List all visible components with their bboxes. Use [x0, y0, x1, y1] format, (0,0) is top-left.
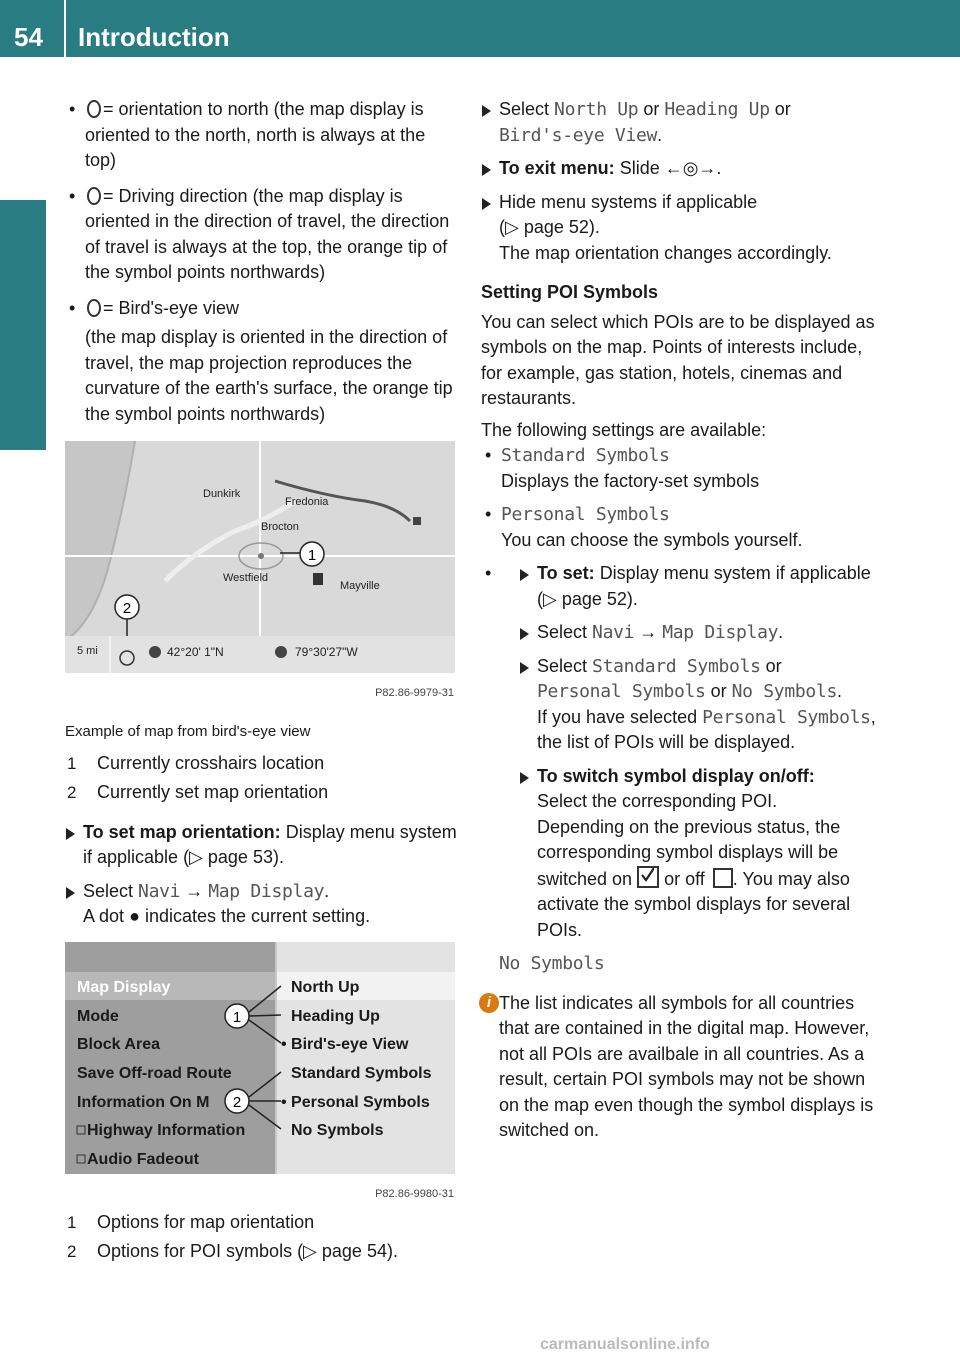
map-latitude: 42°20' 1"N [167, 645, 224, 659]
bullet-heading: • = Driving direction (the map display is oriented in the direction of travel, the direction of travel is always at the top, the orange tip of the symbol points northwards) [65, 184, 460, 286]
place-fredonia: Fredonia [285, 496, 329, 508]
footer-watermark: carmanualsonline.info [540, 1336, 710, 1353]
step-select-map-display: Select Navi → Map Display. A dot ● indicates the current setting. [65, 879, 460, 930]
menu-callout-1: 1 [232, 1008, 242, 1026]
side-label: Navigation [6, 301, 36, 440]
info-text: The list indicates all symbols for all countries that are contained in the digital map. However, not all POIs are availbale in all countries. As a result, certain POI symbols may not be shown on the map even though the symbol displays is switched on. [499, 992, 874, 1140]
checked-box-icon [637, 866, 659, 888]
map-caption: Example of map from bird's-eye view [65, 723, 311, 740]
legend1-item-1: 1 Currently crosshairs location [67, 752, 325, 773]
menu-left-item-6: Audio Fadeout [87, 1150, 199, 1168]
globe-icon [149, 646, 161, 658]
info-icon: i [479, 993, 499, 1013]
menu-figure-code: P82.86-9980-31 [375, 1187, 454, 1200]
menu-left-item-2: Block Area [77, 1035, 160, 1053]
map-image [65, 441, 455, 699]
heading-up-icon [87, 187, 101, 205]
menu-callout-2: 2 [232, 1093, 242, 1111]
page-number: 54 [14, 22, 43, 52]
menu-left-item-0: Map Display [77, 978, 171, 996]
birdseye-icon [87, 299, 101, 317]
section-title: Introduction [78, 22, 230, 52]
unchecked-box-icon [713, 868, 733, 888]
step-select-navi: Select Navi → Map Display. [519, 620, 876, 646]
fuel-icon [313, 573, 323, 585]
menu-right-item-3: Standard Symbols [291, 1064, 432, 1082]
north-up-icon [87, 100, 101, 118]
poi-intro: You can select which POIs are to be displayed as symbols on the map. Points of interests include, for example, gas station, hotels, cinemas and restaurants. [481, 311, 875, 408]
place-dunkirk: Dunkirk [203, 488, 241, 500]
header-divider [64, 0, 66, 57]
place-mayville: Mayville [340, 580, 380, 592]
left-column [65, 97, 460, 1269]
destination-flag-icon [413, 517, 421, 525]
menu-right-item-0: North Up [291, 978, 360, 996]
place-westfield: Westfield [223, 572, 269, 584]
menu-left-item-4: Information On M [77, 1093, 210, 1111]
map-callout-2: 2 [122, 600, 132, 617]
step-hide-menu: Hide menu systems if applicable (▷ page 52). The map orientation changes accordingly. [481, 190, 876, 267]
no-symbols-label: No Symbols [499, 953, 605, 974]
menu-right-item-5: No Symbols [291, 1121, 384, 1139]
option-standard: • Standard Symbols Displays the factory-set symbols [481, 443, 876, 494]
bullet-north: • = orientation to north (the map display is oriented to the north, north is always at the top) [65, 97, 460, 174]
section-heading-poi: Setting POI Symbols [481, 282, 659, 302]
menu-left-item-5: Highway Information [87, 1121, 246, 1139]
map-longitude: 79°30'27"W [295, 645, 358, 659]
map-figure-code: P82.86-9979-31 [375, 687, 454, 699]
map-figure [65, 441, 460, 701]
info-note [481, 991, 876, 1144]
step-select-orientation: Select North Up or Heading Up or Bird's-eye View. [481, 97, 876, 148]
option-set [481, 561, 876, 612]
step-switch-display: To switch symbol display on/off: Select the corresponding POI. Depending on the previous status, the corresponding symbol displays will be switched on or off . You may also activate the symbol displays for several POIs. [519, 764, 876, 944]
legend2-item-2: 2 Options for POI symbols (▷ page 54). [67, 1241, 398, 1261]
menu-figure [65, 942, 460, 1204]
birdseye-note: (the map display is oriented in the direction of travel, the map projection reproduces the curvature of the earth's surface, the orange tip the symbol points northwards) [85, 327, 453, 424]
map-callout-1: 1 [307, 547, 317, 564]
menu-right-item-1: Heading Up [291, 1007, 380, 1025]
menu-right-item-2: • Bird's-eye View [281, 1035, 409, 1053]
legend2-item-1: 1 Options for map orientation [67, 1211, 315, 1232]
page-header [0, 0, 960, 57]
menu-right-item-4: • Personal Symbols [281, 1093, 430, 1111]
step-exit-menu: To exit menu: Slide ←◎→. [481, 156, 876, 182]
menu-left-item-3: Save Off-road Route [77, 1064, 232, 1082]
right-column [481, 97, 876, 1144]
place-brocton: Brocton [261, 521, 299, 533]
step-set-orientation: To set map orientation: Display menu system if applicable (▷ page 53). [65, 820, 460, 871]
settings-intro: The following settings are available: [481, 419, 767, 440]
option-personal: • Personal Symbols You can choose the symbols yourself. [481, 502, 876, 553]
map-scale: 5 mi [77, 645, 98, 657]
dot-icon: ● [129, 906, 140, 926]
menu-image [65, 942, 455, 1200]
bullet-birdseye: • = Bird's-eye view [65, 296, 460, 322]
step-to-set: • To set: Display menu system if applicable (▷ page 52). [519, 561, 876, 612]
legend1-item-2: 2 Currently set map orientation [67, 782, 329, 802]
step-select-symbols: Select Standard Symbols or Personal Symbols or No Symbols. If you have selected Personal Symbols, the list of POIs will be displayed. [519, 654, 876, 756]
menu-left-item-1: Mode [77, 1007, 119, 1025]
globe-icon-2 [275, 646, 287, 658]
